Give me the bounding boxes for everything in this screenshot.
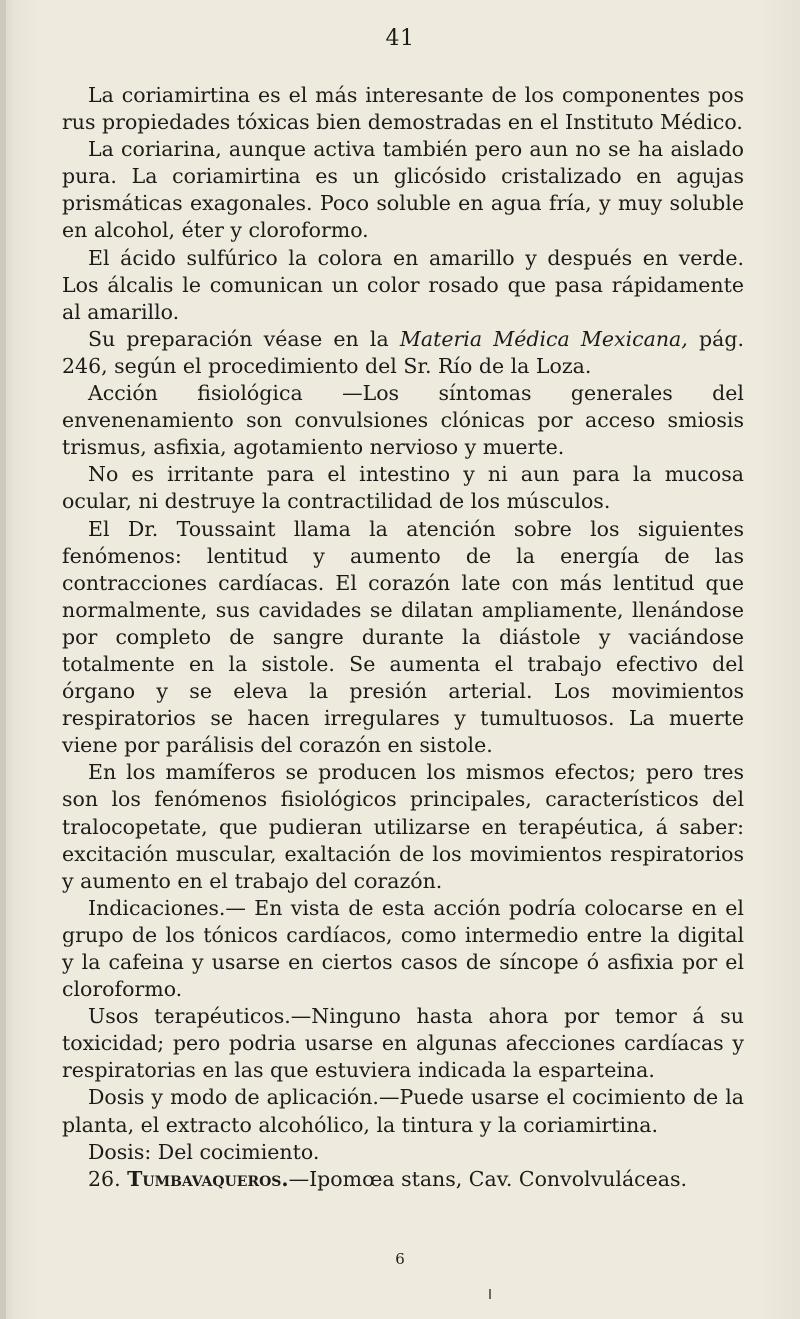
section-botanical-name: —Ipomœa stans, Cav. Convolvuláceas. — [288, 1166, 688, 1191]
paragraph-therapeutic-uses: Usos terapéuticos.—Ninguno hasta ahora por temor á su toxicidad; pero podria usarse en algunas afecciones cardíacas y respiratorias en las que estuviera indicada la esparteina. — [62, 1004, 744, 1083]
paragraph-dose-decoction: Dosis: Del cocimiento. — [88, 1139, 320, 1164]
paragraph-coriarina: La coriarina, aunque activa también pero aun no se ha aislado pura. La coriamirtina es un glicósido cristalizado en agujas prismáticas exagonales. Poco soluble en agua fría, y muy soluble en alcohol, éter y cloroformo. — [62, 137, 744, 243]
paragraph-not-irritant: No es irritante para el intestino y ni aun para la mucosa ocular, ni destruye la contractilidad de los músculos. — [62, 462, 744, 514]
page-number: 41 — [385, 26, 415, 51]
paragraph-mammals: En los mamíferos se producen los mismos efectos; pero tres son los fenómenos fisiológicos principales, característicos del tralocopetate, que pudieran utilizarse en terapéutica, á saber: excitación muscular, exaltación de los movimientos respiratorios y aumento en el trabajo del corazón. — [62, 760, 744, 893]
section-number: 26. — [88, 1166, 128, 1191]
materia-medica-title: Materia Médica Mexicana, — [399, 326, 688, 351]
paragraph-reactions: El ácido sulfúrico la colora en amarillo y después en verde. Los álcalis le comunican un color rosado que pasa rápidamente al amarillo. — [62, 245, 744, 324]
section-title: Tumbavaqueros. — [127, 1166, 289, 1191]
page-edge-shadow — [0, 0, 6, 1319]
paragraph-physiological-action: Acción fisiológica —Los síntomas generales del envenenamiento son convulsiones clónicas por acceso smiosis trismus, asfixia, agotamiento nervioso y muerte. — [62, 381, 744, 460]
preparation-text-end: pág. 246, según el procedimiento del Sr. Río de la Loza. — [62, 326, 744, 378]
preparation-text-start: Su preparación véase en la — [88, 326, 400, 351]
section-heading-tumbavaqueros — [62, 1166, 744, 1193]
paragraph-toussaint: El Dr. Toussaint llama la atención sobre los siguientes fenómenos: lentitud y aumento de la energía de las contracciones cardíacas. El corazón late con más lentitud que normalmente, sus cavidades se dilatan ampliamente, llenándose por completo de sangre durante la diástole y vaciándose totalmente en la sistole. Se aumenta el trabajo efectivo del órgano y se eleva la presión arterial. Los movimientos respiratorios se hacen irregulares y tumultuosos. La muerte viene por parálisis del corazón en sistole. — [62, 516, 744, 758]
paragraph-indications: Indicaciones.— En vista de esta acción podría colocarse en el grupo de los tónicos cardíacos, como intermedio entre la digital y la cafeina y usarse en ciertos casos de síncope ó asfixia por el cloroformo. — [62, 895, 744, 1002]
paragraph-dosage: Dosis y modo de aplicación.—Puede usarse el cocimiento de la planta, el extracto alcohólico, la tintura y la coriamirtina. — [62, 1085, 744, 1137]
paragraph-preparation — [62, 326, 744, 380]
paragraph-coriamirtina: La coriamirtina es el más interesante de los componentes pos rus propiedades tóxicas bien demostradas en el Instituto Médico. — [62, 83, 744, 135]
ink-speck — [489, 1289, 491, 1299]
signature-mark: 6 — [395, 1250, 405, 1268]
page-body — [62, 82, 744, 1193]
